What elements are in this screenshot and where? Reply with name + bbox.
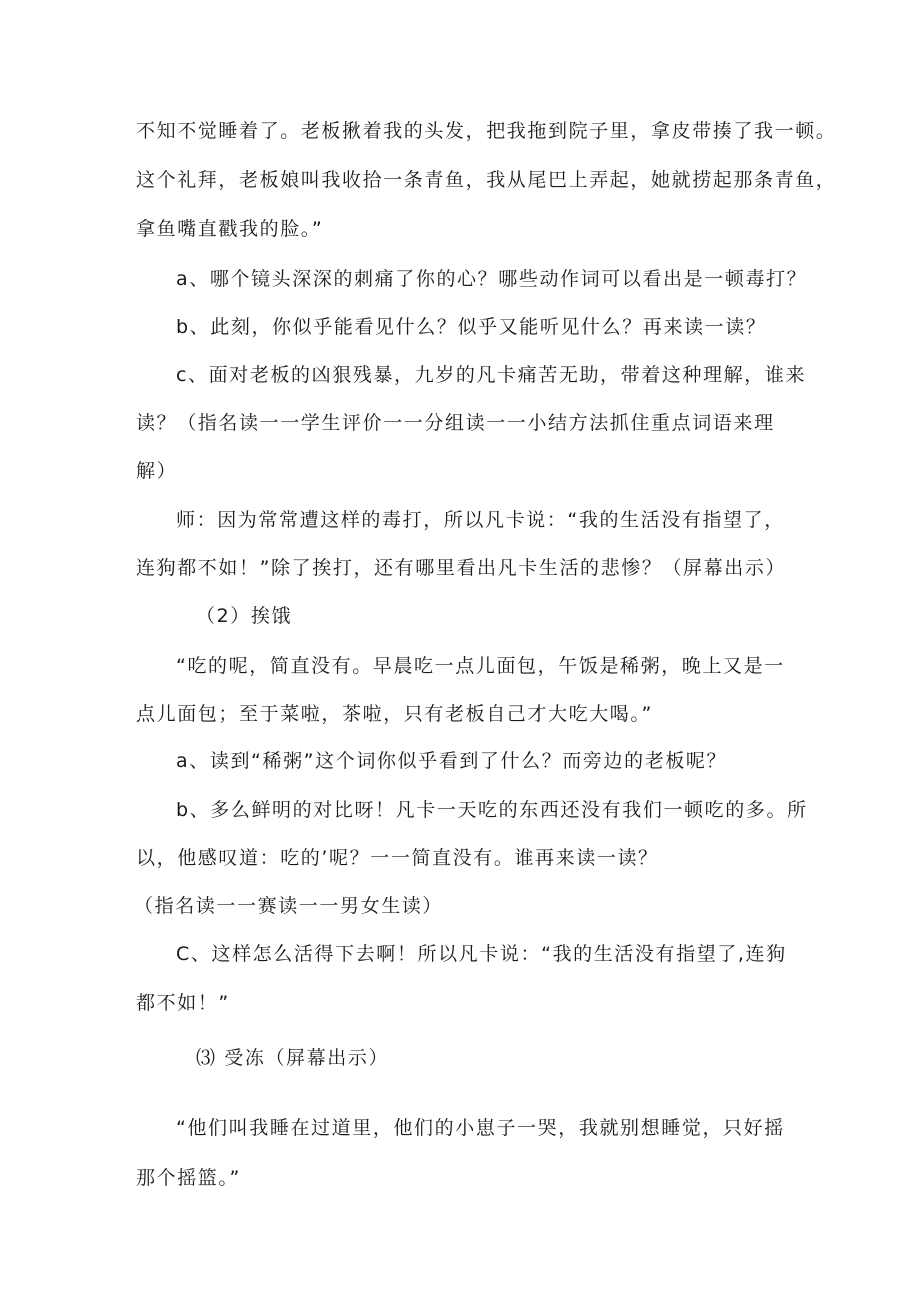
text-line: 解） — [136, 460, 178, 482]
text-line: 不知不觉睡着了。老板揪着我的头发，把我拖到院子里，拿皮带揍了我一顿。 — [136, 120, 837, 142]
text-line: b、多么鲜明的对比呀！凡卡一天吃的东西还没有我们一顿吃的多。所 — [176, 799, 808, 821]
text-line: 师：因为常常遭这样的毒打，所以凡卡说：“我的生活没有指望了， — [176, 509, 785, 531]
text-line: 都不如！” — [136, 992, 230, 1014]
text-line: 拿鱼嘴直戳我的脸。” — [136, 218, 324, 240]
text-line: 点儿面包；至于菜啦，茶啦，只有老板自己才大吃大喝。” — [136, 703, 653, 725]
text-line: “吃的呢，简直没有。早晨吃一点儿面包，午饭是稀粥，晚上又是一 — [176, 655, 785, 677]
section-heading: （2）挨饿 — [196, 605, 293, 627]
text-line: （指名读一一赛读一一男女生读） — [134, 895, 444, 917]
text-line: b、此刻，你似乎能看见什么？似乎又能听见什么？再来读一读？ — [176, 316, 767, 338]
text-line: 这个礼拜，老板娘叫我收拾一条青鱼，我从尾巴上弄起，她就捞起那条青鱼， — [136, 169, 837, 191]
text-line: 连狗都不如！”除了挨打，还有哪里看出凡卡生活的悲惨？（屏幕出示） — [136, 557, 787, 579]
text-line: 以，他感叹道：吃的’呢？一一简直没有。谁再来读一读？ — [136, 847, 659, 869]
text-line: C、这样怎么活得下去啊！所以凡卡说：“我的生活没有指望了,连狗 — [176, 943, 787, 965]
section-heading: ⑶ 受冻（屏幕出示） — [196, 1047, 390, 1069]
text-line: a、哪个镜头深深的刺痛了你的心？哪些动作词可以看出是一顿毒打？ — [176, 268, 808, 290]
text-line: 那个摇篮。” — [136, 1167, 241, 1189]
text-line: a、读到“稀粥”这个词你似乎看到了什么？而旁边的老板呢？ — [176, 750, 728, 772]
text-line: 读？（指名读一一学生评价一一分组读一一小结方法抓住重点词语来理 — [136, 412, 775, 434]
text-line: c、面对老板的凶狠残暴，九岁的凡卡痛苦无助，带着这种理解，谁来 — [176, 364, 807, 386]
text-line: “他们叫我睡在过道里，他们的小崽子一哭，我就别想睡觉，只好摇 — [176, 1117, 785, 1139]
